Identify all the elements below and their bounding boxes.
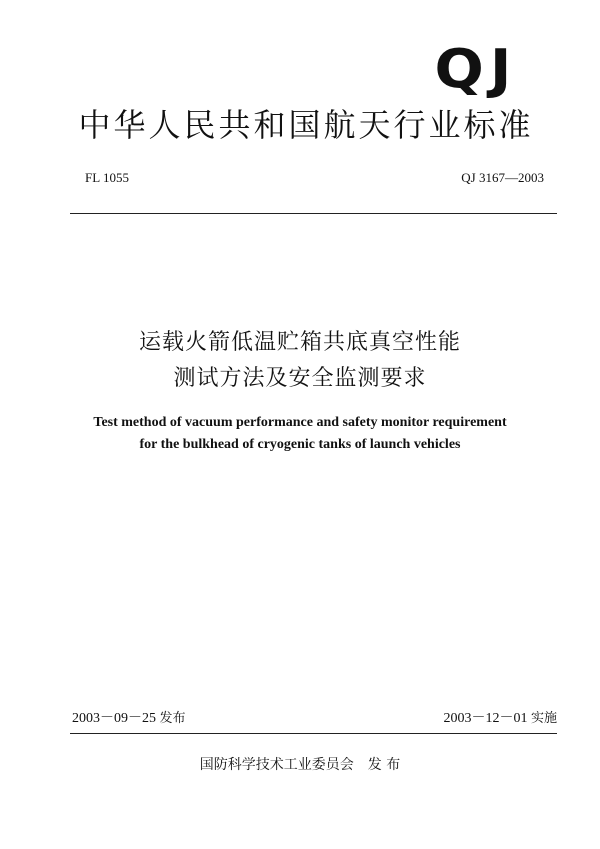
implementation-date: 2003－12－01 (443, 711, 528, 726)
issuer-action: 发 布 (367, 757, 401, 773)
issue-date-row (72, 710, 186, 728)
issuer-name: 国防科学技术工业委员会 (199, 757, 354, 773)
standard-number: QJ 3167—2003 (461, 170, 544, 185)
issuing-authority (0, 755, 600, 775)
issue-label: 发布 (159, 711, 186, 726)
english-title-line-1: Test method of vacuum performance and safety monitor requirement (93, 415, 507, 430)
top-divider (70, 213, 557, 214)
standard-title: 中华人民共和国航天行业标准 (78, 106, 534, 144)
qj-logo (426, 37, 526, 101)
implementation-label: 实施 (530, 711, 557, 726)
qj-logo-text: QJ (434, 37, 518, 101)
implementation-date-row (443, 710, 557, 728)
english-title-line-2: for the bulkhead of cryogenic tanks of launch vehicles (139, 437, 461, 452)
classification-code: FL 1055 (85, 170, 129, 185)
chinese-title-line-2: 测试方法及安全监测要求 (173, 366, 427, 391)
bottom-divider (70, 733, 557, 734)
issue-date: 2003－09－25 (72, 711, 156, 726)
chinese-title-line-1: 运载火箭低温贮箱共底真空性能 (138, 330, 461, 355)
